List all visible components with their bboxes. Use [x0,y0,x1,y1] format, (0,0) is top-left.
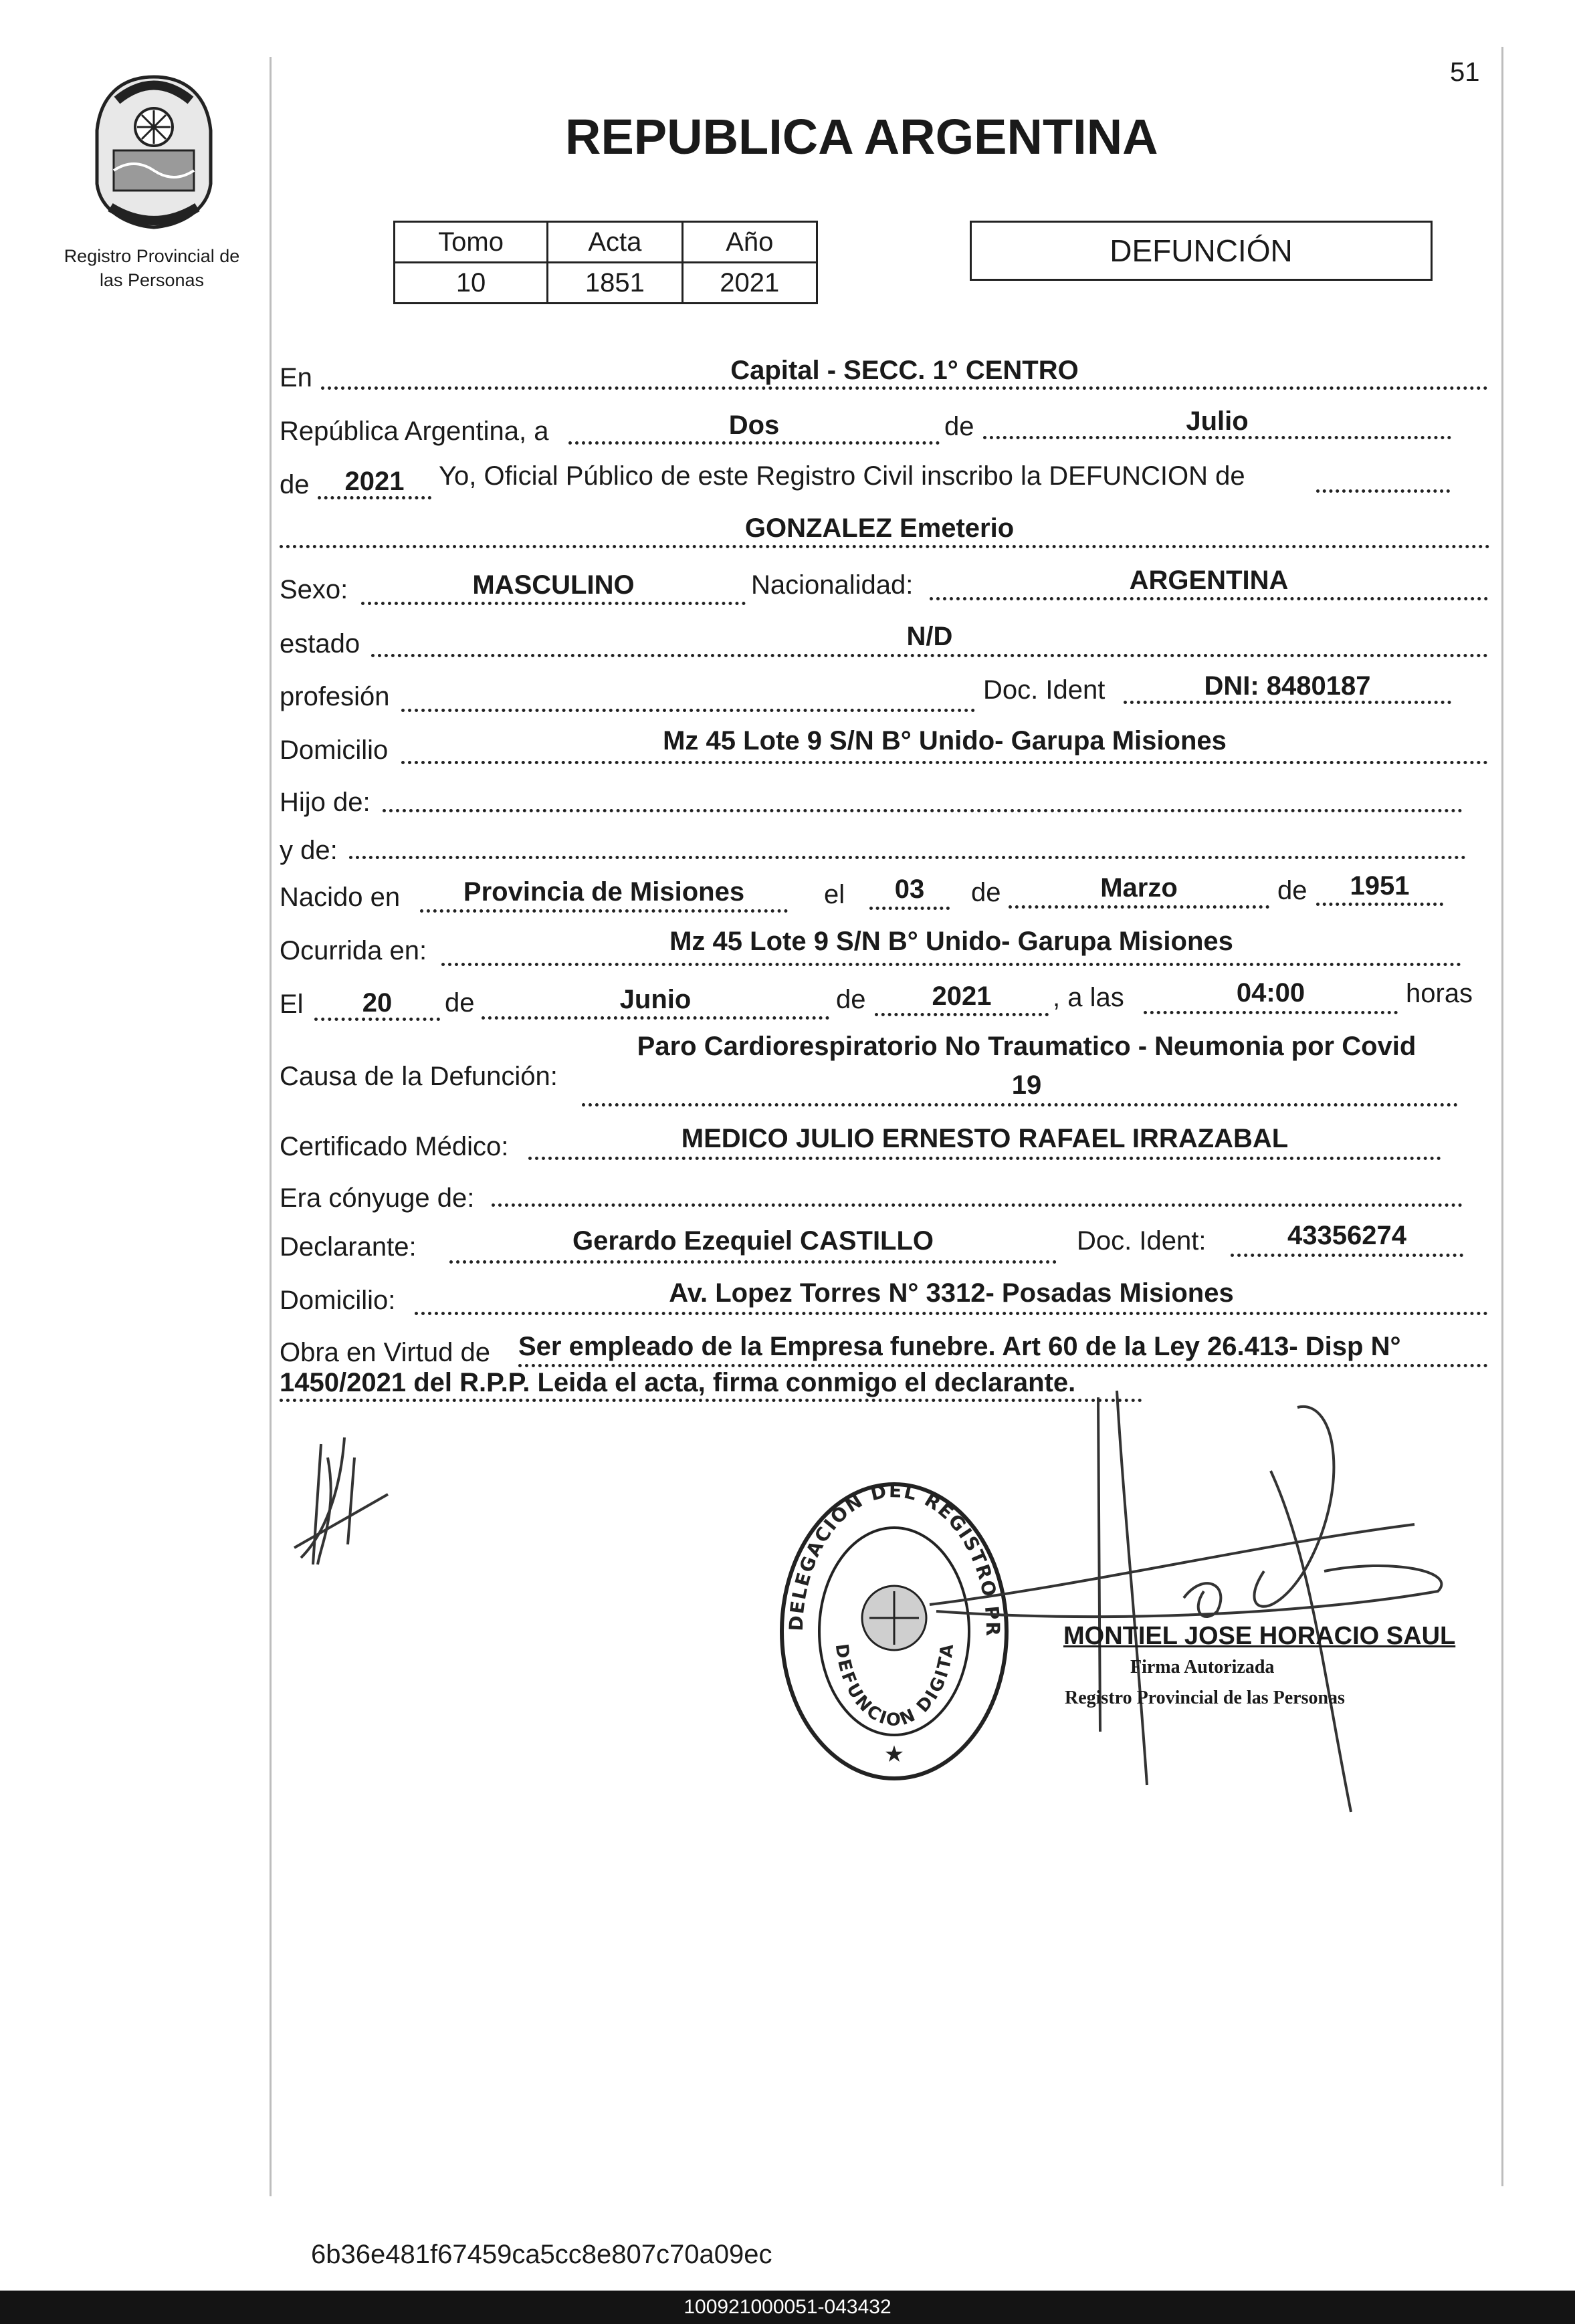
nacido-line [420,909,788,913]
declarante-line [449,1260,1057,1264]
obra-line2: 1450/2021 del R.P.P. Leida el acta, firma conmigo el declarante. [280,1368,1076,1397]
birth-day: 03 [894,875,925,904]
death-year-line [875,1013,1049,1016]
profesion-label: profesión [280,682,390,711]
record-table-cell: 1851 [548,263,682,304]
birth-day-line [869,907,950,910]
birth-month: Marzo [1100,873,1178,903]
nacionalidad-line [930,597,1488,600]
el2-label: El [280,990,304,1019]
certificado-value: MEDICO JULIO ERNESTO RAFAEL IRRAZABAL [681,1124,1289,1153]
document-type-label: DEFUNCIÓN [1110,233,1293,268]
record-table-header: Tomo [395,222,548,263]
document-hash: 6b36e481f67459ca5cc8e807c70a09ec [311,2240,772,2269]
conyuge-label: Era cónyuge de: [280,1183,475,1213]
en-line [321,386,1488,390]
doc-ident-label: Doc. Ident [983,675,1106,705]
hijo-label: Hijo de: [280,788,371,817]
death-de2-label: de [836,985,866,1014]
decl-domicilio-line [415,1312,1488,1315]
day-value: Dos [728,411,780,440]
death-day-line [314,1018,440,1021]
province-crest [80,70,227,231]
decl-doc-label: Doc. Ident: [1077,1226,1206,1256]
record-table [393,221,818,304]
nacido-label: Nacido en [280,883,401,912]
certificado-label: Certificado Médico: [280,1132,509,1161]
declarante-value: Gerardo Ezequiel CASTILLO [572,1226,934,1256]
record-table-header: Acta [548,222,682,263]
declarante-label: Declarante: [280,1232,417,1262]
registry-name-line2: las Personas [99,270,205,290]
ocurrida-value: Mz 45 Lote 9 S/N B° Unido- Garupa Misiones [669,927,1233,956]
year-prefix: de [280,470,310,499]
signer-office: Registro Provincial de las Personas [1065,1688,1345,1708]
month-line [983,436,1451,439]
birth-de1-label: de [971,878,1001,907]
svg-text:★: ★ [883,1741,905,1768]
domicilio-value: Mz 45 Lote 9 S/N B° Unido- Garupa Misiones [663,726,1227,756]
estado-line [371,654,1488,657]
nacionalidad-label: Nacionalidad: [751,570,914,600]
registry-name-line1: Registro Provincial de [64,246,240,266]
declarant-signature [281,1431,415,1598]
decl-doc-line [1231,1254,1463,1257]
yde-line [349,856,1466,859]
nacionalidad-value: ARGENTINA [1129,566,1289,595]
domicilio-label: Domicilio [280,735,389,765]
birth-month-line [1009,905,1269,909]
signer-name: MONTIEL JOSE HORACIO SAUL [1063,1622,1456,1650]
sexo-line [361,602,746,605]
alas-label: , a las [1053,983,1124,1012]
en-value: Capital - SECC. 1° CENTRO [730,356,1079,385]
document-type-box [970,221,1433,281]
nacido-value: Provincia de Misiones [463,877,745,907]
record-table-cell: 10 [395,263,548,304]
causa-label: Causa de la Defunción: [280,1062,558,1091]
day-line [568,441,940,445]
birth-year: 1951 [1350,871,1410,901]
signer-role: Firma Autorizada [1130,1657,1275,1677]
obra-line1: Ser empleado de la Empresa funebre. Art 60 de la Ley 26.413- Disp N° [518,1332,1401,1361]
profesion-line [401,709,975,712]
name-line [280,545,1490,548]
birth-de2-label: de [1277,876,1307,905]
birth-year-line [1316,903,1443,906]
hijo-line [383,809,1463,812]
record-table-header: Año [682,222,817,263]
conyuge-line [492,1203,1463,1207]
death-month: Junio [619,985,692,1014]
de-label: de [944,412,974,441]
death-year: 2021 [932,981,992,1011]
decl-doc-value: 43356274 [1287,1221,1406,1250]
doc-ident-value: DNI: 8480187 [1204,671,1371,701]
causa-line [582,1103,1458,1107]
ocurrida-line [441,963,1461,966]
left-margin-line [270,57,272,2196]
stamp-outer-text: DELEGACION DEL REGISTRO PR [784,1480,1005,1637]
en-label: En [280,363,312,392]
estado-label: estado [280,629,360,659]
month-value: Julio [1186,406,1249,436]
deceased-name: GONZALEZ Emeterio [744,513,1015,543]
obra-line1-dots [518,1364,1488,1367]
estado-value: N/D [906,622,953,651]
year-value: 2021 [344,467,405,496]
certificado-line [528,1157,1441,1160]
obra-label: Obra en Virtud de [280,1338,491,1367]
death-time: 04:00 [1236,978,1305,1008]
crest-icon [80,70,227,231]
inscribo-text: Yo, Oficial Público de este Registro Civil inscribo la DEFUNCION de [439,461,1245,491]
record-table-value-row [395,263,817,304]
yde-label: y de: [280,836,338,865]
republica-label: República Argentina, a [280,417,549,446]
ocurrida-label: Ocurrida en: [280,936,427,965]
death-de1-label: de [445,988,475,1018]
page-number: 51 [1450,57,1480,87]
causa-line1: Paro Cardiorespiratorio No Traumatico - Neumonia por Covid [637,1032,1416,1061]
sexo-label: Sexo: [280,575,348,604]
causa-line2: 19 [1011,1070,1042,1100]
death-day: 20 [362,988,393,1018]
domicilio-line [401,761,1488,764]
decl-domicilio-label: Domicilio: [280,1286,396,1315]
sexo-value: MASCULINO [472,570,635,600]
page-title: REPUBLICA ARGENTINA [565,109,1158,164]
doc-ident-line [1124,701,1451,704]
year-line [318,496,431,499]
record-table-cell: 2021 [682,263,817,304]
inscribo-line [1316,489,1450,493]
el-label: el [824,880,845,909]
official-signature [923,1371,1458,1825]
record-table-header-row [395,222,817,263]
death-month-line [482,1016,829,1020]
barcode-text: 100921000051-043432 [684,2296,891,2318]
stamp-inner-text: DEFUNCION DIGITA [831,1641,958,1730]
death-time-line [1144,1011,1398,1014]
barcode-strip [0,2291,1575,2324]
right-margin-line [1501,47,1503,2186]
decl-domicilio-value: Av. Lopez Torres N° 3312- Posadas Misiones [669,1278,1234,1308]
horas-label: horas [1406,979,1473,1008]
